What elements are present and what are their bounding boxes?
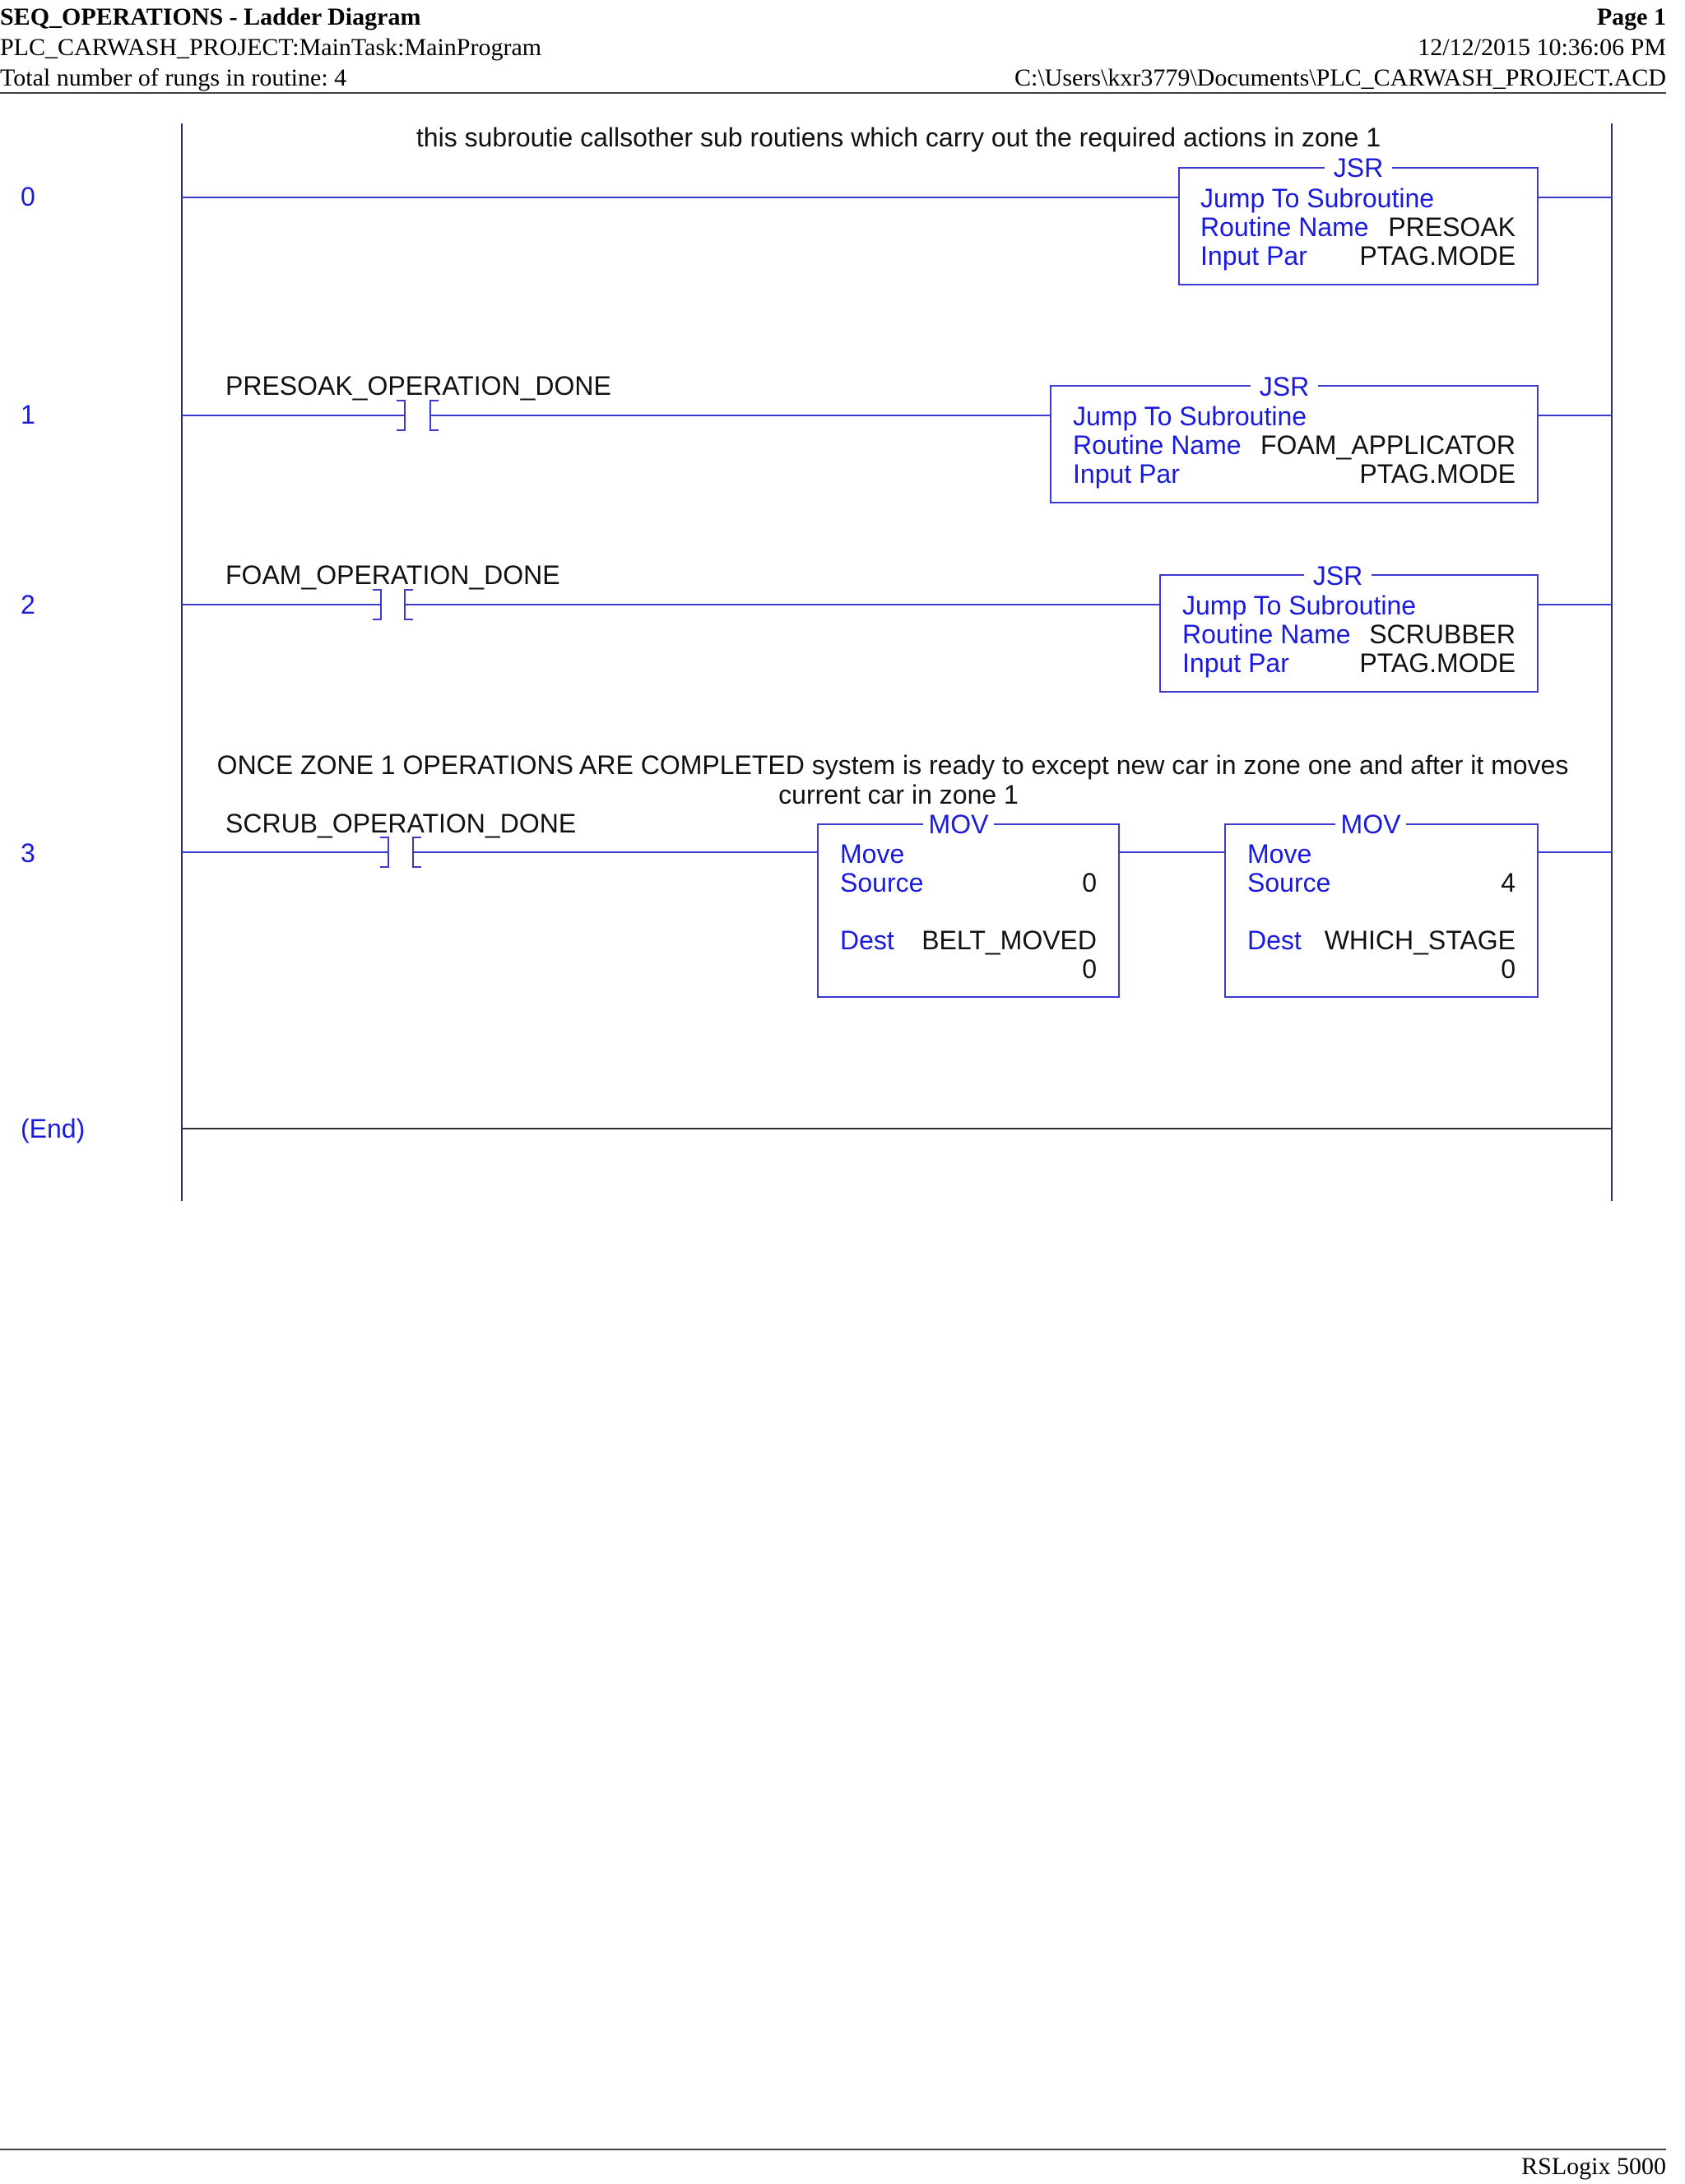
jsr-routine-value: PRESOAK [1388,212,1516,242]
mov-line1: Move [840,839,905,869]
mov-source-value: 0 [1082,868,1097,897]
rung-3-contact-tag: SCRUB_OPERATION_DONE [225,809,577,838]
mov-line1: Move [1247,839,1312,869]
mov-title: MOV [1340,809,1401,839]
rung-0[interactable] [21,123,1612,285]
mov-dest-label: Dest [840,925,894,955]
rung-3[interactable] [21,750,1612,997]
file-path: C:\Users\kxr3779\Documents\PLC_CARWASH_PROJECT.ACD [1014,64,1666,91]
rung-2-jsr-block[interactable] [1160,561,1538,692]
rung-2[interactable] [21,560,1612,692]
mov-source-label: Source [1247,868,1331,897]
rung-1-number: 1 [21,400,35,429]
jsr-input-label: Input Par [1200,241,1307,271]
rung-1-contact-tag: PRESOAK_OPERATION_DONE [225,371,611,401]
mov-source-label: Source [840,868,924,897]
jsr-routine-label: Routine Name [1200,212,1369,242]
mov-dest-value: BELT_MOVED [921,925,1097,955]
jsr-line1: Jump To Subroutine [1200,183,1435,213]
rung-1-jsr-block[interactable] [1051,372,1538,503]
rung-0-number: 0 [21,182,35,211]
mov-dest-value: WHICH_STAGE [1324,925,1516,955]
rung-0-comment: this subroutie callsother sub routiens which carry out the required actions in zone 1 [415,123,1381,152]
jsr-input-label: Input Par [1073,459,1180,489]
rung-3-mov-block-1[interactable] [818,809,1119,997]
footer-app-name: RSLogix 5000 [1521,2153,1666,2180]
end-rung-label: (End) [21,1114,86,1143]
rung-1[interactable] [21,371,1612,503]
mov-source-value: 4 [1501,868,1516,897]
rung-3-number: 3 [21,838,35,868]
jsr-routine-value: SCRUBBER [1369,619,1516,649]
jsr-input-value: PTAG.MODE [1359,648,1516,678]
rung-2-number: 2 [21,590,35,619]
jsr-input-value: PTAG.MODE [1359,241,1516,271]
rung-3-mov-block-2[interactable] [1225,809,1538,997]
jsr-title: JSR [1259,372,1310,401]
rung-3-comment-line2: current car in zone 1 [778,780,1019,809]
report-title: SEQ_OPERATIONS - Ladder Diagram [0,3,421,30]
jsr-title: JSR [1333,153,1384,183]
rung-2-contact-tag: FOAM_OPERATION_DONE [225,560,560,590]
jsr-input-label: Input Par [1182,648,1289,678]
report-timestamp: 12/12/2015 10:36:06 PM [1418,34,1666,61]
jsr-routine-label: Routine Name [1073,430,1242,460]
program-path: PLC_CARWASH_PROJECT:MainTask:MainProgram [0,34,542,61]
jsr-line1: Jump To Subroutine [1073,401,1307,431]
jsr-routine-value: FOAM_APPLICATOR [1260,430,1516,460]
rung-0-jsr-block[interactable] [1179,153,1538,285]
jsr-title: JSR [1312,561,1363,591]
jsr-input-value: PTAG.MODE [1359,459,1516,489]
page-number: Page 1 [1596,3,1666,30]
mov-dest-current: 0 [1501,954,1516,984]
mov-title: MOV [928,809,989,839]
jsr-routine-label: Routine Name [1182,619,1351,649]
mov-dest-current: 0 [1082,954,1097,984]
rung-3-comment-line1: ONCE ZONE 1 OPERATIONS ARE COMPLETED system is ready to except new car in zone one and after it moves [216,750,1569,780]
mov-dest-label: Dest [1247,925,1302,955]
rung-count: Total number of rungs in routine: 4 [0,64,347,91]
jsr-line1: Jump To Subroutine [1182,591,1417,620]
